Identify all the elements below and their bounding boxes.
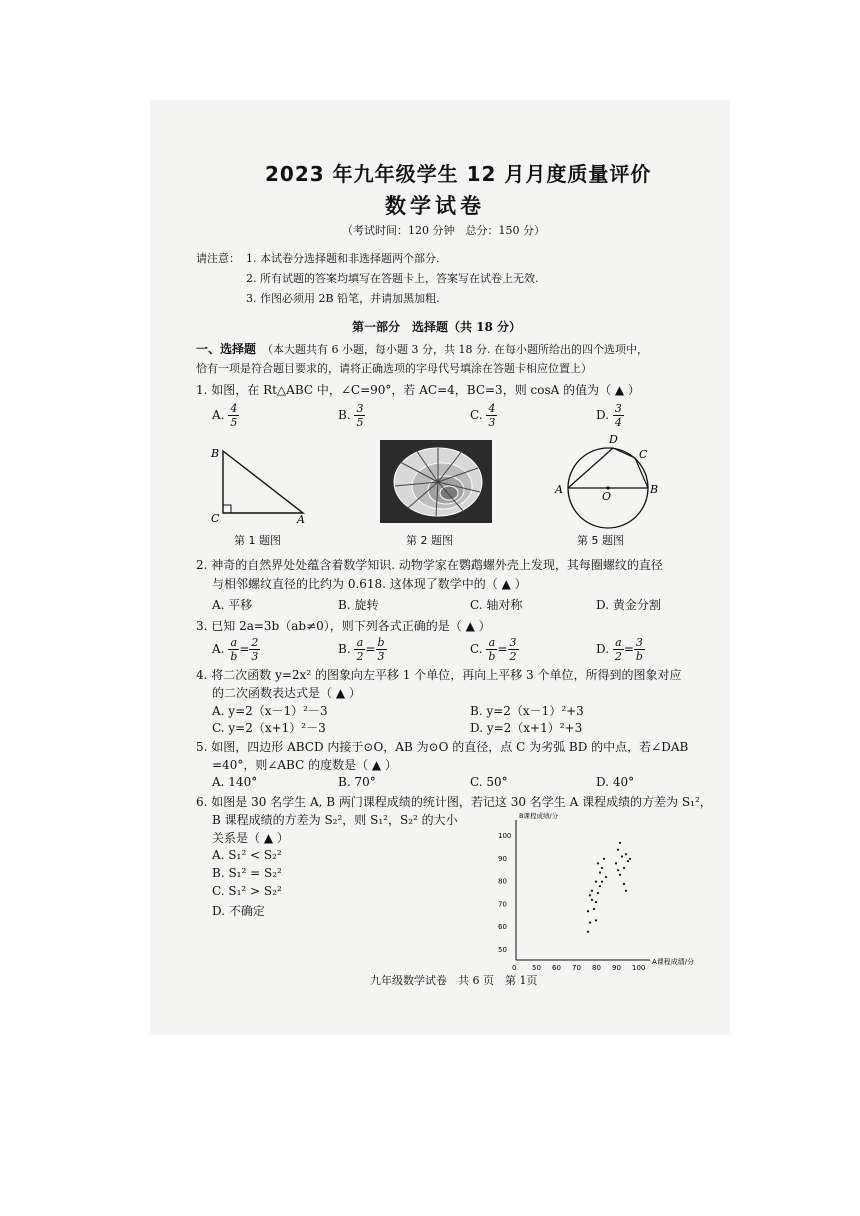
scatter-point [617,869,619,871]
figure-2-nautilus-image [380,440,492,523]
scatter-point [625,853,627,855]
q4-option-a: A. y=2（x－1）²－3 [212,704,328,718]
notice-item-2: 2. 所有试题的答案均填写在答题卡上，答案写在试卷上无效. [246,272,539,285]
q2-line-2: 与相邻螺纹直径的比约为 0.618. 这体现了数学中的（ ▲ ） [212,577,527,591]
q1-option-d: D. $\frac{3}{4}$ [596,402,622,429]
q2-option-c: C. 轴对称 [470,598,523,612]
y-tick-label: 80 [498,877,507,886]
q6-line-2: B 课程成绩的方差为 S₂²，则 S₁²，S₂² 的大小 [212,813,458,827]
section-note-1: （本大题共有 6 小题，每小题 3 分，共 18 分. 在每小题所给出的四个选项中， [262,343,648,356]
x-tick-label: 100 [632,964,646,972]
scatter-point [619,842,621,844]
nautilus-shell-drawing [380,440,492,523]
q3-option-b: B. $\frac{a}{2}$ = $\frac{b}{3}$ [338,636,385,663]
scatter-point [617,849,619,851]
q5-option-c: C. 50° [470,775,508,789]
scatter-point [589,894,591,896]
q4-option-d: D. y=2（x+1）²+3 [470,721,583,735]
section-title: 一、选择题 [196,342,257,356]
scatter-point [587,931,589,933]
fig5-label-d: D [609,433,618,446]
notice-item-3: 3. 作图必须用 2B 铅笔，并请加黑加粗. [246,292,440,305]
q4-option-b: B. y=2（x－1）²+3 [470,704,584,718]
scatter-chart [494,812,700,982]
q1-option-b: B. $\frac{3}{5}$ [338,402,364,429]
scatter-point [627,860,629,862]
y-tick-label: 100 [498,832,512,840]
scatter-point [603,858,605,860]
fig5-label-c: C [639,448,648,461]
scatter-point [615,862,617,864]
q2-line-1: 2. 神奇的自然界处处蕴含着数学知识. 动物学家在鹦鹉螺外壳上发现，其每圈螺纹的直径 [196,558,663,572]
figure-5-caption: 第 5 题图 [577,534,624,547]
fig1-label-b: B [211,447,220,460]
q6-line-1: 6. 如图是 30 名学生 A, B 两门课程成绩的统计图，若记这 30 名学生 A 课程成绩的方差为 S₁²， [196,795,712,809]
q1-option-a: A. $\frac{4}{5}$ [212,402,238,429]
scatter-point [601,867,603,869]
q5-option-d: D. 40° [596,775,635,789]
q6-line-3: 关系是（ ▲ ） [212,831,289,845]
q5-line-1: 5. 如图，四边形 ABCD 内接于⊙O，AB 为⊙O 的直径，点 C 为劣弧 BD 的中点，若∠DAB [196,740,689,754]
scatter-point [623,883,625,885]
q6-option-a: A. S₁² < S₂² [212,848,282,862]
figure-5-circle [553,430,665,540]
scatter-point [595,919,597,921]
q1-stem: 1. 如图，在 Rt△ABC 中，∠C=90°，若 AC=4，BC=3，则 cosA 的值为（ ▲ ） [196,383,640,397]
x-tick-label: 80 [592,964,601,972]
q4-option-c: C. y=2（x+1）²－3 [212,721,326,735]
y-tick-label: 90 [498,854,507,863]
fig1-label-c: C [211,512,220,525]
q2-option-b: B. 旋转 [338,598,379,612]
q3-stem: 3. 已知 2a=3b（ab≠0），则下列各式正确的是（ ▲ ） [196,619,491,633]
scatter-point [595,901,597,903]
x-axis-label: A课程成绩/分 [652,958,695,966]
q4-line-1: 4. 将二次函数 y=2x² 的图象向左平移 1 个单位，再向上平移 3 个单位，所得到的图象对应 [196,668,682,682]
fig5-label-o: O [602,490,612,503]
q6-option-b: B. S₁² = S₂² [212,866,282,880]
exam-subtitle: 数学试卷 [385,194,485,218]
y-tick-label: 50 [498,946,507,954]
scatter-point [597,892,599,894]
scatter-point [601,881,603,883]
figure-1-triangle [205,445,315,525]
scatter-point [629,858,631,860]
q6-option-d: D. 不确定 [212,904,265,918]
scatter-point [595,881,597,883]
y-axis-label: B课程成绩/分 [519,812,559,820]
scatter-point [591,890,593,892]
scatter-axes [498,812,694,972]
q3-option-d: D. $\frac{a}{2}$ = $\frac{3}{b}$ [596,636,643,663]
scatter-point [599,885,601,887]
scatter-point [623,867,625,869]
fig1-label-a: A [297,513,305,525]
scatter-point [587,910,589,912]
part-heading: 第一部分 选择题（共 18 分） [352,320,522,334]
scatter-point [621,855,623,857]
q3-option-c: C. $\frac{a}{b}$ = $\frac{3}{2}$ [470,636,517,663]
scatter-point [599,871,601,873]
exam-title: 2023 年九年级学生 12 月月度质量评价 [265,162,652,186]
fig5-label-b: B [650,483,659,496]
figure-2-caption: 第 2 题图 [406,534,453,547]
x-tick-label: 50 [532,964,541,972]
notice-item-1: 1. 本试卷分选择题和非选择题两个部分. [246,252,440,265]
q1-option-c: C. $\frac{4}{3}$ [470,402,496,429]
notice-label: 请注意： [196,252,240,265]
page-footer: 九年级数学试卷 共 6 页 第 1页 [370,974,538,987]
x-tick-label: 0 [512,964,517,972]
y-tick-label: 60 [498,923,507,932]
q5-line-2: =40°，则∠ABC 的度数是（ ▲ ） [212,758,397,772]
scatter-point [591,899,593,901]
q5-option-a: A. 140° [212,775,258,789]
fig5-label-a: A [555,483,563,496]
q2-option-a: A. 平移 [212,598,253,612]
q3-option-a: A. $\frac{a}{b}$ = $\frac{2}{3}$ [212,636,259,663]
scatter-point [589,922,591,924]
figure-1-caption: 第 1 题图 [234,534,281,547]
scatter-point [625,890,627,892]
q5-option-b: B. 70° [338,775,376,789]
scatter-point [619,874,621,876]
exam-meta: （考试时间：120 分钟 总分：150 分） [342,224,545,237]
x-tick-label: 90 [612,964,621,972]
section-note-2: 恰有一项是符合题目要求的，请将正确选项的字母代号填涂在答题卡相应位置上） [196,362,592,375]
y-tick-label: 70 [498,900,507,909]
scatter-point [605,876,607,878]
scatter-point [593,908,595,910]
scatter-points [587,842,631,933]
x-tick-label: 60 [552,964,561,972]
q4-line-2: 的二次函数表达式是（ ▲ ） [212,686,361,700]
scatter-point [597,862,599,864]
x-tick-label: 70 [572,964,581,972]
q2-option-d: D. 黄金分割 [596,598,661,612]
q6-option-c: C. S₁² > S₂² [212,884,282,898]
